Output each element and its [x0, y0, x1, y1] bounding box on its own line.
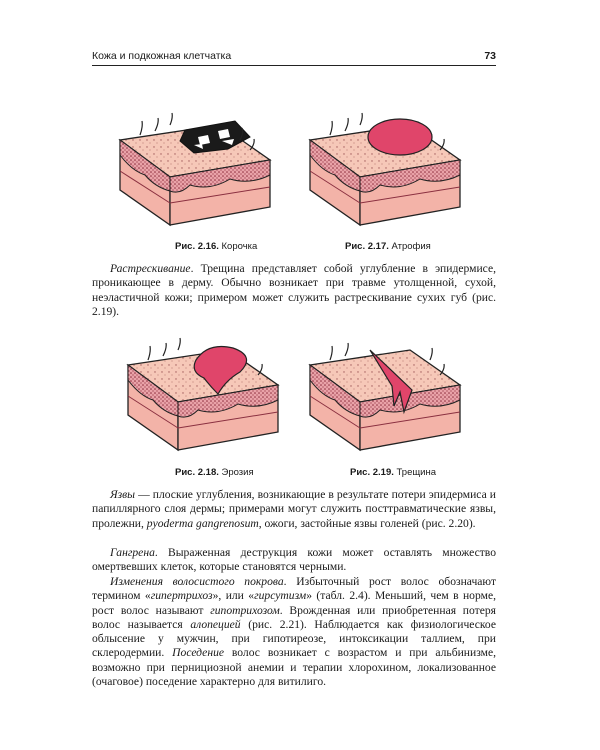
figure-erosion-illustration	[118, 320, 288, 455]
paragraph-cracking: Растрескивание. Трещина представляет собой углубление в эпидермисе, проникающее в дерму. Обычно возникает при травме утолщенной, сухой, неэластичной кожи; примером может служить растрескивание сухих губ (рис. 2.19).	[92, 262, 496, 318]
running-title: Кожа и подкожная клетчатка	[92, 50, 232, 62]
figure-caption: Рис. 2.17. Атрофия	[345, 241, 431, 252]
figure-caption: Рис. 2.16. Корочка	[175, 241, 258, 252]
page-number: 73	[484, 50, 496, 62]
figure-atrophy-illustration	[300, 95, 470, 230]
figure-caption: Рис. 2.19. Трещина	[350, 467, 437, 478]
figure-crust-illustration	[110, 95, 280, 230]
page-header	[92, 50, 496, 66]
figure-caption: Рис. 2.18. Эрозия	[175, 467, 254, 478]
paragraph-ulcers: Язвы — плоские углубления, возникающие в результате потери эпидермиса и папиллярного слоя дермы; примерами могут служить посттравматические язвы, пролежни, pyoderma gangrenosum, ожоги, застойные язвы голеней (рис. 2.20).	[92, 488, 496, 530]
header-rule	[92, 65, 496, 66]
paragraph-hair-changes: Изменения волосистого покрова. Избыточный рост волос обозначают термином «гипертрихоз», или «гирсутизм» (табл. 2.4). Меньший, чем в норме, рост волос называют гипотрихозом. Врожденная или приобретенная потеря волос называется алопецией (рис. 2.21). Наблюдается как физиологическое облысение у мужчин, при гипотиреозе, интоксикации таллием, при склеродермии. Поседение волос возникает с возрастом и при альбинизме, возможно при пернициозной анемии и терапии хлорохином, локализованное (очаговое) поседение характерно для витилиго.	[92, 575, 497, 689]
paragraph-gangrene: Гангрена. Выраженная деструкция кожи может оставлять множество омертвевших клеток, которые становятся черными.	[92, 546, 496, 574]
figure-fissure-illustration	[300, 320, 470, 455]
